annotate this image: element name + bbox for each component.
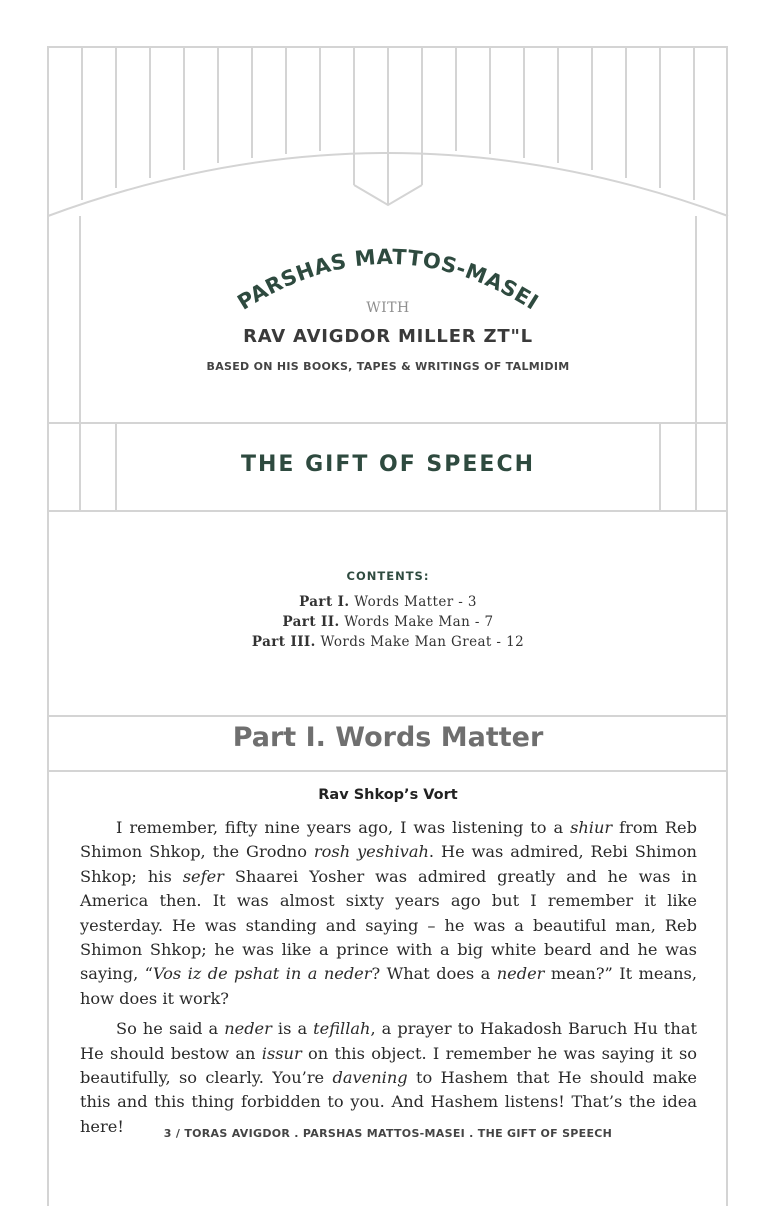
- rav-name: RAV AVIGDOR MILLER ZT"L: [243, 326, 533, 347]
- section-title: Part I. Words Matter: [232, 722, 544, 753]
- toc-item[interactable]: Part III. Words Make Man Great - 12: [251, 634, 525, 650]
- parsha-arc-title: PARSHAS MATTOS-MASEI: [233, 244, 543, 315]
- contents-label: CONTENTS:: [346, 569, 430, 583]
- page-footer: 3 / TORAS AVIGDOR . PARSHAS MATTOS-MASEI . THE GIFT OF SPEECH: [163, 1127, 613, 1140]
- based-on-line: BASED ON HIS BOOKS, TAPES & WRITINGS OF TALMIDIM: [206, 360, 570, 373]
- body-text: [80, 816, 697, 1145]
- with-label: WITH: [366, 300, 410, 316]
- toc-item[interactable]: Part II. Words Make Man - 7: [282, 614, 494, 630]
- table-of-contents: [0, 592, 776, 652]
- toc-item[interactable]: Part I. Words Matter - 3: [299, 594, 477, 610]
- section-subheading: Rav Shkop’s Vort: [318, 787, 458, 803]
- paragraph: So he said a neder is a tefillah, a prayer to Hakadosh Baruch Hu that He should bestow an issur on this object. I remember he was saying it so beautifully, so clearly. You’re davening to Hashem that He should make this and this thing forbidden to you. And Hashem listens! That’s the idea here!: [80, 1019, 698, 1136]
- paragraph: I remember, fifty nine years ago, I was listening to a shiur from Reb Shimon Shkop, the Grodno rosh yeshivah. He was admired, Rebi Shimon Shkop; his sefer Shaarei Yosher was admired greatly and he was in America then. It was almost sixty years ago but I remember it like yesterday. He was standing and saying – he was a beautiful man, Reb Shimon Shkop; he was like a prince with a big white beard and he was saying, “Vos iz de pshat in a neder? What does a neder mean?” It means, how does it work?: [80, 818, 697, 1008]
- document-title: THE GIFT OF SPEECH: [240, 452, 536, 477]
